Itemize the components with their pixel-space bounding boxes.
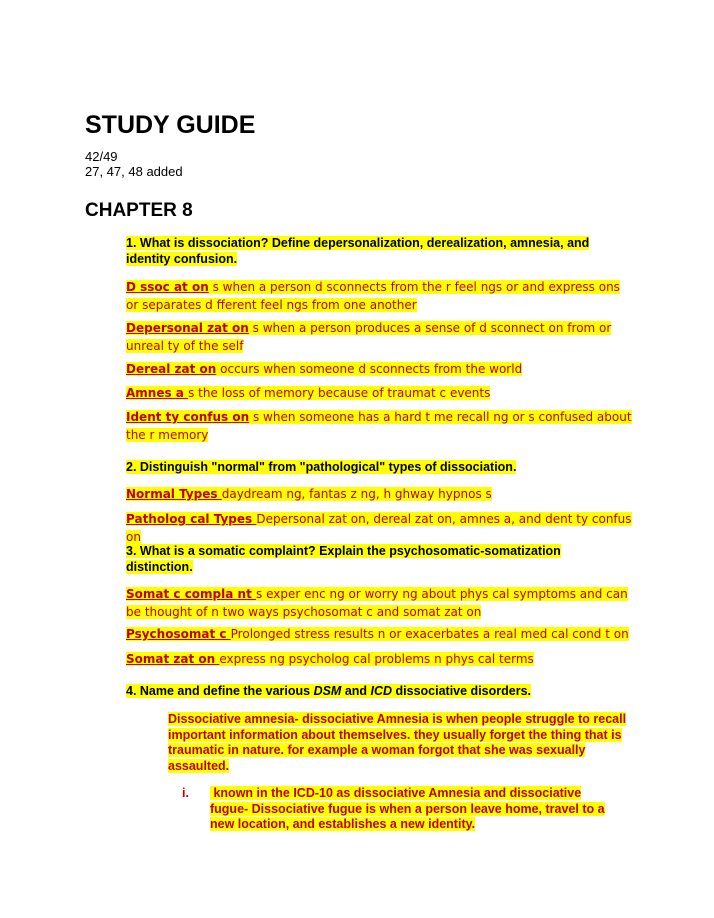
question-4-mid: and bbox=[341, 684, 371, 698]
answer-text: occurs when someone d sconnects from the world bbox=[216, 362, 523, 376]
answer-text: s when someone has a hard t me recall ng or s confused about the r memory bbox=[126, 410, 632, 442]
list-item-line-1: known in the ICD-10 as dissociative Amnesia and dissociative bbox=[210, 786, 582, 800]
answer-text: Depersonal zat on, dereal zat on, amnes a, and dent ty confus on bbox=[126, 512, 632, 544]
chapter-heading: CHAPTER 8 bbox=[85, 200, 193, 221]
answer-psychosomatic bbox=[126, 626, 636, 644]
meta-line-2: 27, 47, 48 added bbox=[85, 164, 183, 179]
answer-term: Amnes a bbox=[126, 386, 189, 400]
answer-term: Patholog cal Types bbox=[126, 512, 257, 526]
question-1 bbox=[126, 236, 626, 267]
answer-text: express ng psycholog cal problems n phys cal terms bbox=[219, 652, 534, 666]
answer-text: s exper enc ng or worry ng about phys cal symptoms and can be thought of n two ways psychosomat c and somat zat on bbox=[126, 587, 628, 619]
answer-text: daydream ng, fantas z ng, h ghway hypnos s bbox=[221, 487, 492, 501]
question-4 bbox=[126, 684, 626, 700]
answer-somatization bbox=[126, 651, 636, 669]
answer-term: Dereal zat on bbox=[126, 362, 217, 376]
answer-term: Ident ty confus on bbox=[126, 410, 250, 424]
answer-term: Somat zat on bbox=[126, 652, 220, 666]
answer-dissociation bbox=[126, 279, 636, 314]
dissociative-amnesia-text: Dissociative amnesia- dissociative Amnesia is when people struggle to recall important information about themselves. they usually forget the thing that is traumatic in nature. for example a woman forgot that she was sexually assaulted. bbox=[168, 712, 627, 773]
answer-derealization bbox=[126, 361, 636, 379]
answer-text: s when a person produces a sense of d sconnect on from or unreal ty of the self bbox=[126, 321, 612, 353]
answer-term: Psychosomat c bbox=[126, 627, 231, 641]
question-2-text: 2. Distinguish "normal" from "pathological" types of dissociation. bbox=[126, 460, 517, 474]
question-1-text: 1. What is dissociation? Define depersonalization, derealization, amnesia, and identity confusion. bbox=[126, 236, 590, 266]
list-item-i bbox=[182, 786, 632, 833]
answer-normal-types bbox=[126, 486, 636, 504]
answer-depersonalization bbox=[126, 320, 636, 355]
answer-pathological-types bbox=[126, 511, 636, 546]
question-4-dsm: DSM bbox=[313, 684, 342, 698]
answer-text: s the loss of memory because of traumat c events bbox=[188, 386, 491, 400]
question-4-prefix: 4. Name and define the various bbox=[126, 684, 314, 698]
document-title: STUDY GUIDE bbox=[85, 111, 256, 139]
answer-term: Normal Types bbox=[126, 487, 222, 501]
question-4-icd: ICD bbox=[370, 684, 393, 698]
list-item-continuation: fugue- Dissociative fugue is when a person leave home, travel to a new location, and establishes a new identity. bbox=[210, 801, 605, 831]
answer-text: s when a person d sconnects from the r feel ngs or and express ons or separates d fferent feel ngs from one another bbox=[126, 280, 620, 312]
answer-somatic-complaint bbox=[126, 586, 636, 621]
document-meta bbox=[85, 149, 183, 179]
answer-term: Depersonal zat on bbox=[126, 321, 249, 335]
answer-identity-confusion bbox=[126, 409, 636, 444]
list-item-number: i. bbox=[182, 786, 189, 800]
question-2 bbox=[126, 460, 626, 476]
dissociative-amnesia-block bbox=[168, 712, 628, 774]
answer-text: Prolonged stress results n or exacerbates a real med cal cond t on bbox=[230, 627, 629, 641]
question-3-text: 3. What is a somatic complaint? Explain the psychosomatic-somatization distinction. bbox=[126, 544, 561, 574]
question-3 bbox=[126, 544, 626, 575]
question-4-suffix: dissociative disorders. bbox=[392, 684, 531, 698]
answer-term: D ssoc at on bbox=[126, 280, 209, 294]
answer-term: Somat c compla nt bbox=[126, 587, 256, 601]
answer-amnesia bbox=[126, 385, 636, 403]
meta-line-1: 42/49 bbox=[85, 149, 118, 164]
